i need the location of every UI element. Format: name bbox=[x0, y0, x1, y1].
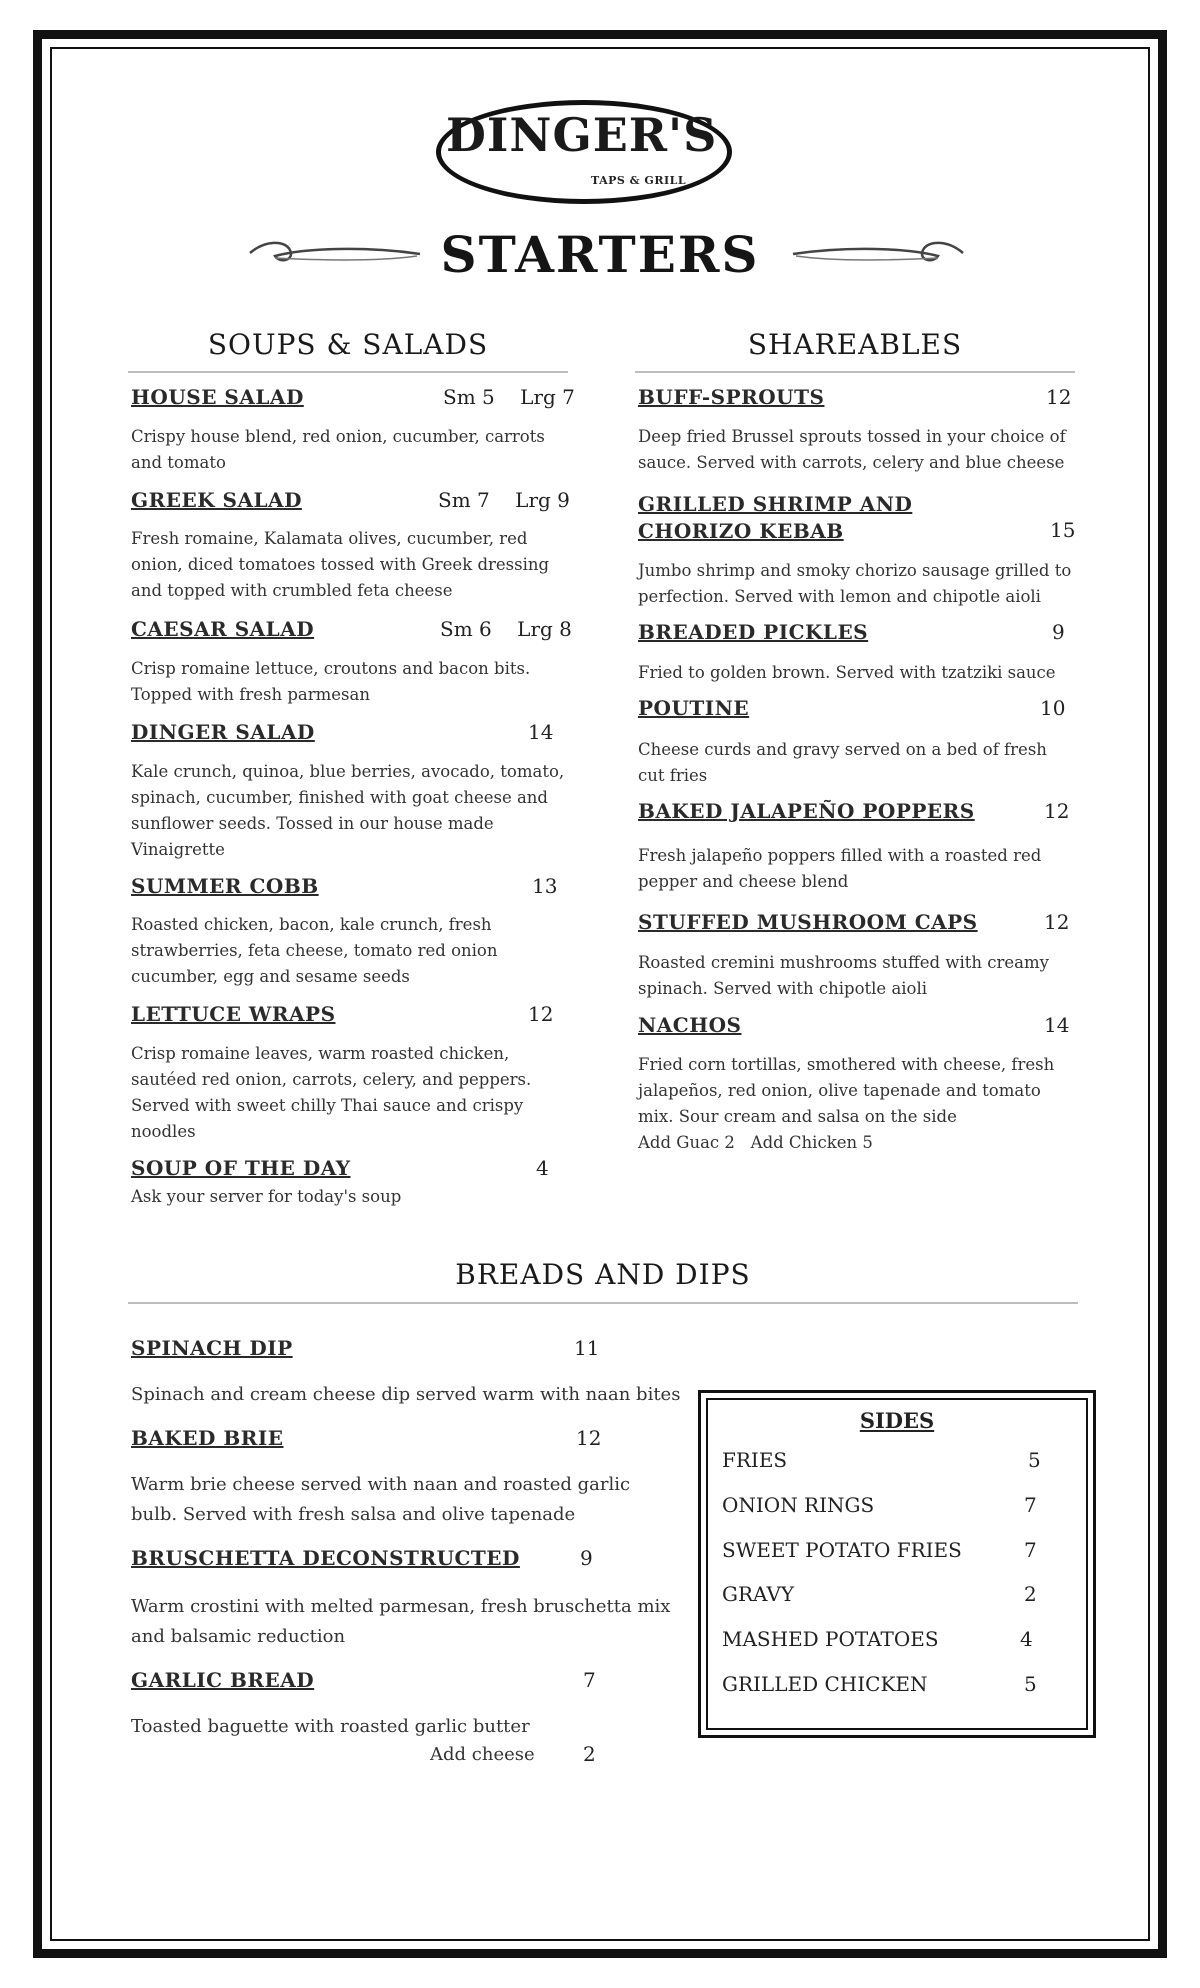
item-description: Roasted chicken, bacon, kale crunch, fresh strawberries, feta cheese, tomato red onion cucumber, egg and sesame seeds bbox=[131, 915, 498, 986]
item-price: 15 bbox=[1050, 518, 1076, 542]
item-price: 13 bbox=[532, 874, 558, 898]
flourish-right-icon bbox=[788, 238, 968, 268]
section-heading-soups: SOUPS & SALADS bbox=[207, 328, 489, 361]
side-price: 4 bbox=[1020, 1627, 1033, 1651]
section-heading-breads: BREADS AND DIPS bbox=[455, 1258, 751, 1291]
item-description: Ask your server for today's soup bbox=[131, 1187, 402, 1206]
addon-price: 2 bbox=[583, 1742, 596, 1766]
item-name: BREADED PICKLES bbox=[638, 620, 869, 644]
divider bbox=[128, 1302, 1078, 1304]
item-name: CAESAR SALAD bbox=[131, 617, 315, 641]
item-name: BAKED BRIE bbox=[131, 1426, 284, 1450]
item-name: SUMMER COBB bbox=[131, 874, 319, 898]
item-description: Warm crostini with melted parmesan, fresh bruschetta mix and balsamic reduction bbox=[131, 1596, 671, 1647]
item-name: SPINACH DIP bbox=[131, 1336, 293, 1360]
item-description: Fried corn tortillas, smothered with cheese, fresh jalapeños, red onion, olive tapenade and tomato mix. Sour cream and salsa on the side bbox=[638, 1055, 1055, 1126]
item-price: 4 bbox=[536, 1156, 549, 1180]
logo-subtitle: TAPS & GRILL bbox=[591, 174, 687, 187]
side-name: GRAVY bbox=[722, 1582, 795, 1606]
item-description: Fresh romaine, Kalamata olives, cucumber, red onion, diced tomatoes tossed with Greek dressing and topped with crumbled feta cheese bbox=[131, 529, 550, 600]
item-price: Sm 5 Lrg 7 bbox=[443, 385, 575, 409]
side-price: 2 bbox=[1024, 1582, 1037, 1606]
item-description: Crisp romaine lettuce, croutons and bacon bits. Topped with fresh parmesan bbox=[131, 659, 531, 704]
item-price: 14 bbox=[1044, 1013, 1070, 1037]
item-description: Fresh jalapeño poppers filled with a roasted red pepper and cheese blend bbox=[638, 846, 1042, 891]
item-description: Kale crunch, quinoa, blue berries, avocado, tomato, spinach, cucumber, finished with goat cheese and sunflower seeds. Tossed in our house made Vinaigrette bbox=[131, 762, 565, 859]
side-price: 5 bbox=[1028, 1448, 1041, 1472]
item-price: 12 bbox=[1044, 799, 1070, 823]
item-description: Cheese curds and gravy served on a bed of fresh cut fries bbox=[638, 740, 1047, 785]
item-price: 9 bbox=[580, 1546, 593, 1570]
item-price: Sm 7 Lrg 9 bbox=[438, 488, 570, 512]
sides-title: SIDES bbox=[859, 1408, 935, 1433]
item-name: BRUSCHETTA DECONSTRUCTED bbox=[131, 1546, 520, 1570]
item-price: 12 bbox=[528, 1002, 554, 1026]
item-price: 10 bbox=[1040, 696, 1066, 720]
logo-name: DINGER'S bbox=[446, 108, 718, 162]
item-name: BUFF-SPROUTS bbox=[638, 385, 825, 409]
item-name: POUTINE bbox=[638, 696, 750, 720]
item-name: GARLIC BREAD bbox=[131, 1668, 315, 1692]
item-price: 9 bbox=[1052, 620, 1065, 644]
item-description: Deep fried Brussel sprouts tossed in your choice of sauce. Served with carrots, celery and blue cheese bbox=[638, 427, 1066, 472]
item-price: 7 bbox=[583, 1668, 596, 1692]
item-addons: Add Guac 2 Add Chicken 5 bbox=[638, 1133, 873, 1152]
item-price: Sm 6 Lrg 8 bbox=[440, 617, 572, 641]
item-name: GREEK SALAD bbox=[131, 488, 302, 512]
item-name: NACHOS bbox=[638, 1013, 742, 1037]
item-price: 11 bbox=[574, 1336, 600, 1360]
item-description: Toasted baguette with roasted garlic butter bbox=[131, 1716, 530, 1737]
item-price: 12 bbox=[576, 1426, 602, 1450]
item-description: Jumbo shrimp and smoky chorizo sausage grilled to perfection. Served with lemon and chipotle aioli bbox=[638, 561, 1072, 606]
item-description: Crisp romaine leaves, warm roasted chicken, sautéed red onion, carrots, celery, and peppers. Served with sweet chilly Thai sauce and crispy noodles bbox=[131, 1044, 532, 1141]
item-name: SOUP OF THE DAY bbox=[131, 1156, 351, 1180]
item-description: Spinach and cream cheese dip served warm with naan bites bbox=[131, 1384, 681, 1405]
item-name: LETTUCE WRAPS bbox=[131, 1002, 336, 1026]
restaurant-logo bbox=[436, 100, 736, 208]
item-name: STUFFED MUSHROOM CAPS bbox=[638, 910, 978, 934]
item-name: BAKED JALAPEÑO POPPERS bbox=[638, 799, 975, 823]
item-name: HOUSE SALAD bbox=[131, 385, 304, 409]
side-name: FRIES bbox=[722, 1448, 788, 1472]
addon-label: Add cheese bbox=[430, 1744, 535, 1765]
item-price: 14 bbox=[528, 720, 554, 744]
page-title: STARTERS bbox=[440, 225, 760, 284]
side-price: 5 bbox=[1024, 1672, 1037, 1696]
divider bbox=[635, 371, 1075, 373]
section-heading-shareables: SHAREABLES bbox=[747, 328, 963, 361]
divider bbox=[128, 371, 568, 373]
item-description: Fried to golden brown. Served with tzatziki sauce bbox=[638, 663, 1056, 682]
item-description: Warm brie cheese served with naan and roasted garlic bulb. Served with fresh salsa and olive tapenade bbox=[131, 1474, 631, 1525]
item-name: DINGER SALAD bbox=[131, 720, 315, 744]
side-price: 7 bbox=[1024, 1538, 1037, 1562]
item-description: Crispy house blend, red onion, cucumber, carrots and tomato bbox=[131, 427, 545, 472]
side-name: GRILLED CHICKEN bbox=[722, 1672, 928, 1696]
item-name: GRILLED SHRIMP AND CHORIZO KEBAB bbox=[638, 492, 913, 543]
item-price: 12 bbox=[1044, 910, 1070, 934]
side-name: SWEET POTATO FRIES bbox=[722, 1538, 962, 1562]
item-description: Roasted cremini mushrooms stuffed with creamy spinach. Served with chipotle aioli bbox=[638, 953, 1049, 998]
item-price: 12 bbox=[1046, 385, 1072, 409]
side-name: MASHED POTATOES bbox=[722, 1627, 939, 1651]
side-price: 7 bbox=[1024, 1493, 1037, 1517]
side-name: ONION RINGS bbox=[722, 1493, 875, 1517]
